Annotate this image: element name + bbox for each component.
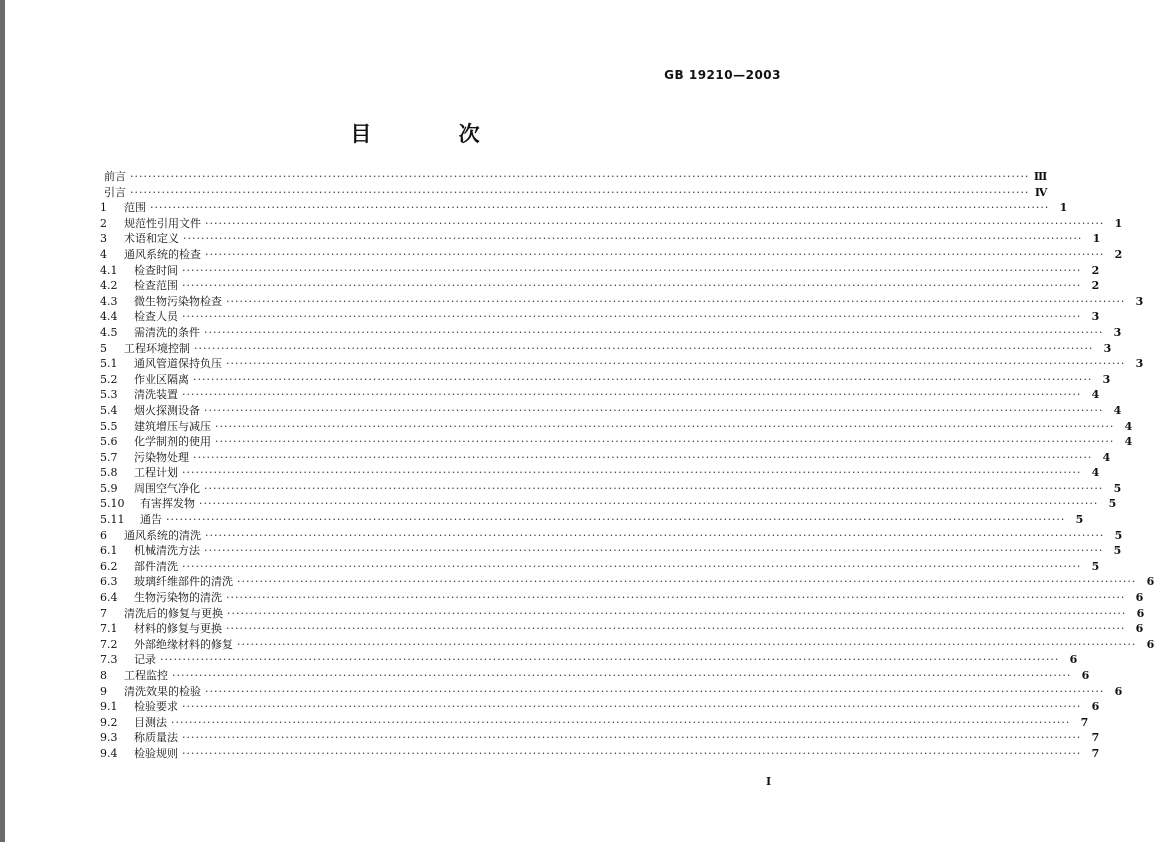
toc-entry[interactable] bbox=[100, 465, 1100, 481]
toc-entry-label: 目测法 bbox=[134, 715, 167, 729]
toc-entry-number: 6 bbox=[100, 528, 107, 542]
toc-entry-number: 8 bbox=[100, 669, 107, 682]
toc-entry-page: 4 bbox=[1091, 466, 1100, 480]
toc-entry-label: 清洗后的修复与更换 bbox=[124, 606, 223, 620]
toc-leader-dots: ········································································································································································································ bbox=[130, 170, 1030, 183]
toc-leader-dots: ········································································································································································································ bbox=[205, 528, 1105, 542]
toc-leader-dots: ········································································································································································································ bbox=[204, 325, 1104, 339]
toc-entry-number: 7.2 bbox=[100, 637, 118, 651]
toc-entry-number: 7.1 bbox=[100, 622, 118, 636]
toc-entry-number: 4.5 bbox=[100, 325, 118, 339]
toc-entry-page: 3 bbox=[1091, 310, 1100, 324]
toc-leader-dots: ········································································································································································································ bbox=[193, 450, 1093, 464]
toc-entry-number: 6.2 bbox=[100, 559, 118, 573]
toc-entry-number: 9 bbox=[100, 684, 107, 698]
page-number: I bbox=[766, 775, 772, 788]
toc-entry-page: 3 bbox=[1102, 372, 1111, 386]
toc-entry-page: 6 bbox=[1114, 684, 1123, 698]
toc-leader-dots: ········································································································································································································ bbox=[199, 497, 1099, 511]
toc-entry-number: 9.3 bbox=[100, 731, 118, 745]
toc-leader-dots: ········································································································································································································ bbox=[182, 731, 1082, 745]
toc-entry[interactable] bbox=[100, 637, 1154, 653]
toc-leader-dots: ········································································································································································································ bbox=[182, 559, 1082, 573]
toc-entry-label: 范围 bbox=[124, 201, 146, 215]
toc-entry[interactable] bbox=[100, 621, 1144, 637]
toc-entry[interactable] bbox=[100, 403, 1122, 419]
toc-entry[interactable] bbox=[100, 278, 1100, 294]
toc-entry[interactable] bbox=[100, 543, 1122, 559]
toc-entry[interactable] bbox=[100, 216, 1123, 232]
toc-entry-label: 生物污染物的清洗 bbox=[134, 591, 222, 605]
toc-leader-dots: ········································································································································································································ bbox=[183, 232, 1083, 246]
toc-entry-page: 5 bbox=[1113, 481, 1122, 495]
toc-entry-label: 检验要求 bbox=[134, 700, 178, 714]
toc-entry[interactable] bbox=[100, 387, 1100, 403]
toc-entry-number: 6.3 bbox=[100, 575, 118, 589]
toc-leader-dots: ········································································································································································································ bbox=[215, 419, 1115, 433]
toc-entry-label: 规范性引用文件 bbox=[124, 216, 201, 230]
toc-entry-label: 材料的修复与更换 bbox=[134, 622, 222, 636]
toc-entry-label: 工程监控 bbox=[124, 669, 168, 682]
toc-entry-page: 1 bbox=[1059, 201, 1068, 215]
toc-entry-number: 7 bbox=[100, 606, 107, 620]
toc-entry-page: 5 bbox=[1113, 544, 1122, 558]
toc-entry-number: 1 bbox=[100, 201, 107, 215]
toc-entry-label: 玻璃纤维部件的清洗 bbox=[134, 575, 233, 589]
toc-entry-page: 6 bbox=[1146, 637, 1154, 651]
toc-leader-dots: ········································································································································································································ bbox=[182, 310, 1082, 324]
toc-entry-page: 5 bbox=[1108, 497, 1117, 511]
toc-entry-number: 4.3 bbox=[100, 294, 118, 308]
toc-entry-page: Ⅲ bbox=[1033, 170, 1048, 183]
toc-entry-page: 6 bbox=[1091, 700, 1100, 714]
document-code: GB 19210—2003 bbox=[664, 68, 781, 82]
toc-entry-page: 5 bbox=[1114, 528, 1123, 542]
toc-entry-page: 5 bbox=[1091, 559, 1100, 573]
toc-entry-page: 7 bbox=[1091, 746, 1100, 760]
page-title: 目 次 bbox=[350, 122, 520, 146]
toc-entry-label: 烟火探测设备 bbox=[134, 403, 200, 417]
toc-entry-label: 作业区隔离 bbox=[134, 372, 189, 386]
toc-entry[interactable] bbox=[100, 169, 1048, 185]
toc-leader-dots: ········································································································································································································ bbox=[182, 279, 1082, 293]
toc-entry[interactable] bbox=[100, 356, 1144, 372]
toc-entry-number: 5.4 bbox=[100, 403, 118, 417]
toc-entry-number: 9.2 bbox=[100, 715, 118, 729]
toc-leader-dots: ········································································································································································································ bbox=[182, 263, 1082, 277]
toc-entry-label: 检查范围 bbox=[134, 279, 178, 293]
toc-entry-page: 7 bbox=[1091, 731, 1100, 745]
toc-entry[interactable] bbox=[100, 730, 1100, 746]
toc-entry-page: 4 bbox=[1113, 403, 1122, 417]
toc-entry-page: 6 bbox=[1135, 622, 1144, 636]
toc-entry-page: 2 bbox=[1114, 247, 1123, 261]
toc-entry-label: 有害挥发物 bbox=[140, 497, 195, 511]
toc-entry-label: 通风系统的清洗 bbox=[124, 528, 201, 542]
toc-entry-page: 7 bbox=[1080, 715, 1089, 729]
toc-entry-label: 机械清洗方法 bbox=[134, 544, 200, 558]
toc-leader-dots: ········································································································································································································ bbox=[205, 684, 1105, 698]
toc-entry-page: 3 bbox=[1135, 294, 1144, 308]
toc-entry-label: 记录 bbox=[134, 653, 156, 667]
toc-entry-label: 需清洗的条件 bbox=[134, 325, 200, 339]
toc-entry-number: 6.1 bbox=[100, 544, 118, 558]
toc-entry[interactable] bbox=[100, 372, 1111, 388]
toc-entry-label: 前言 bbox=[104, 170, 126, 183]
toc-leader-dots: ········································································································································································································ bbox=[182, 466, 1082, 480]
toc-entry[interactable] bbox=[100, 590, 1144, 606]
toc-leader-dots: ········································································································································································································ bbox=[193, 372, 1093, 386]
toc-entry[interactable] bbox=[100, 231, 1101, 247]
toc-entry-number: 4 bbox=[100, 247, 107, 261]
toc-entry-number: 2 bbox=[100, 216, 107, 230]
toc-leader-dots: ········································································································································································································ bbox=[204, 481, 1104, 495]
toc-entry[interactable] bbox=[100, 434, 1133, 450]
toc-entry-number: 5.8 bbox=[100, 466, 118, 480]
toc-entry[interactable] bbox=[100, 341, 1112, 357]
toc-leader-dots: ········································································································································································································ bbox=[166, 513, 1066, 527]
toc-entry[interactable] bbox=[100, 652, 1078, 668]
toc-entry[interactable] bbox=[100, 481, 1122, 497]
toc-entry[interactable] bbox=[100, 325, 1122, 341]
toc-entry-number: 5.7 bbox=[100, 450, 118, 464]
toc-entry-number: 4.1 bbox=[100, 263, 118, 277]
toc-entry[interactable] bbox=[100, 574, 1154, 590]
toc-entry[interactable] bbox=[100, 606, 1145, 622]
toc-entry-number: 5.3 bbox=[100, 388, 118, 402]
toc-leader-dots: ········································································································································································································ bbox=[194, 341, 1094, 355]
toc-entry-number: 5.9 bbox=[100, 481, 118, 495]
toc-leader-dots: ········································································································································································································ bbox=[160, 653, 1060, 667]
toc-entry[interactable] bbox=[100, 684, 1123, 700]
toc-entry[interactable] bbox=[100, 200, 1068, 216]
toc-entry-label: 清洗装置 bbox=[134, 388, 178, 402]
toc-leader-dots: ········································································································································································································ bbox=[226, 294, 1126, 308]
toc-leader-dots: ········································································································································································································ bbox=[182, 746, 1082, 760]
toc-entry-page: 1 bbox=[1114, 216, 1123, 230]
toc-entry-label: 清洗效果的检验 bbox=[124, 684, 201, 698]
toc-entry-page: 6 bbox=[1146, 575, 1154, 589]
toc-leader-dots: ········································································································································································································ bbox=[237, 637, 1137, 651]
toc-entry-number: 5.2 bbox=[100, 372, 118, 386]
toc-leader-dots: ········································································································································································································ bbox=[226, 622, 1126, 636]
toc-entry-label: 微生物污染物检查 bbox=[134, 294, 222, 308]
toc-entry-number: 5.11 bbox=[100, 513, 125, 527]
toc-entry-page: 5 bbox=[1075, 513, 1084, 527]
toc-entry-page: 1 bbox=[1092, 232, 1101, 246]
toc-leader-dots: ········································································································································································································ bbox=[227, 606, 1127, 620]
toc-entry-page: 6 bbox=[1069, 653, 1078, 667]
toc-entry-number: 4.4 bbox=[100, 310, 118, 324]
toc-entry[interactable] bbox=[100, 294, 1144, 310]
toc-leader-dots: ········································································································································································································ bbox=[171, 715, 1071, 729]
toc-entry-label: 称质量法 bbox=[134, 731, 178, 745]
toc-entry-page: 4 bbox=[1102, 450, 1111, 464]
toc-entry-label: 检查人员 bbox=[134, 310, 178, 324]
toc-entry-number: 5.5 bbox=[100, 419, 118, 433]
toc-entry-number: 5.1 bbox=[100, 357, 118, 371]
toc-entry-number: 5.10 bbox=[100, 497, 125, 511]
toc-entry-label: 建筑增压与减压 bbox=[134, 419, 211, 433]
toc-entry-label: 通告 bbox=[140, 513, 162, 527]
toc-leader-dots: ········································································································································································································ bbox=[237, 575, 1137, 589]
toc-entry[interactable] bbox=[100, 450, 1111, 466]
toc-entry-number: 5 bbox=[100, 341, 107, 355]
toc-entry[interactable] bbox=[100, 263, 1100, 279]
toc-entry-page: 3 bbox=[1113, 325, 1122, 339]
toc-entry-page: 6 bbox=[1135, 591, 1144, 605]
toc-entry[interactable] bbox=[100, 528, 1123, 544]
toc-leader-dots: ········································································································································································································ bbox=[182, 700, 1082, 714]
toc-entry[interactable] bbox=[100, 559, 1100, 575]
toc-leader-dots: ········································································································································································································ bbox=[215, 435, 1115, 449]
toc-entry-label: 化学制剂的使用 bbox=[134, 435, 211, 449]
toc-entry-label: 通风管道保持负压 bbox=[134, 357, 222, 371]
toc-leader-dots: ········································································································································································································ bbox=[226, 591, 1126, 605]
toc-entry[interactable] bbox=[100, 247, 1123, 263]
toc-entry-label: 部件清洗 bbox=[134, 559, 178, 573]
toc-entry-number: 5.6 bbox=[100, 435, 118, 449]
toc-entry-page: 4 bbox=[1124, 419, 1133, 433]
toc-leader-dots: ········································································································································································································ bbox=[150, 201, 1050, 215]
toc-entry-label: 工程计划 bbox=[134, 466, 178, 480]
toc-entry[interactable] bbox=[100, 185, 1048, 201]
toc-entry-label: 外部绝缘材料的修复 bbox=[134, 637, 233, 651]
toc-leader-dots: ········································································································································································································ bbox=[204, 544, 1104, 558]
toc-leader-dots: ········································································································································································································ bbox=[205, 247, 1105, 261]
toc-entry-label: 通风系统的检查 bbox=[124, 247, 201, 261]
toc-entry-page: 3 bbox=[1135, 357, 1144, 371]
toc-leader-dots: ········································································································································································································ bbox=[226, 357, 1126, 371]
toc-entry[interactable] bbox=[100, 746, 1100, 762]
toc-entry-label: 工程环境控制 bbox=[124, 341, 190, 355]
toc-entry[interactable] bbox=[100, 309, 1100, 325]
toc-entry-number: 9.1 bbox=[100, 700, 118, 714]
toc-entry-page: 2 bbox=[1091, 279, 1100, 293]
toc-entry-number: 4.2 bbox=[100, 279, 118, 293]
toc-entry[interactable] bbox=[100, 668, 1090, 684]
toc-entry-label: 检查时间 bbox=[134, 263, 178, 277]
toc-entry-page: 3 bbox=[1103, 341, 1112, 355]
toc-entry-number: 6.4 bbox=[100, 591, 118, 605]
toc-entry-label: 检验规则 bbox=[134, 746, 178, 760]
toc-entry[interactable] bbox=[100, 419, 1133, 435]
toc-leader-dots: ········································································································································································································ bbox=[182, 388, 1082, 402]
toc-leader-dots: ········································································································································································································ bbox=[130, 185, 1030, 199]
toc-leader-dots: ········································································································································································································ bbox=[204, 403, 1104, 417]
toc-entry-label: 污染物处理 bbox=[134, 450, 189, 464]
toc-entry[interactable] bbox=[100, 512, 1084, 528]
toc-leader-dots: ········································································································································································································ bbox=[172, 669, 1072, 682]
toc-entry-number: 9.4 bbox=[100, 746, 118, 760]
toc-entry[interactable] bbox=[100, 496, 1117, 512]
toc-entry-page: 4 bbox=[1091, 388, 1100, 402]
toc-entry-number: 7.3 bbox=[100, 653, 118, 667]
table-of-contents bbox=[100, 169, 1154, 762]
toc-entry-page: 6 bbox=[1136, 606, 1145, 620]
toc-entry-label: 术语和定义 bbox=[124, 232, 179, 246]
toc-entry-label: 引言 bbox=[104, 185, 126, 199]
toc-entry-number: 3 bbox=[100, 232, 107, 246]
toc-leader-dots: ········································································································································································································ bbox=[205, 216, 1105, 230]
toc-entry[interactable] bbox=[100, 699, 1100, 715]
toc-entry-page: 2 bbox=[1091, 263, 1100, 277]
toc-entry-page: 6 bbox=[1081, 669, 1090, 682]
toc-entry-page: Ⅳ bbox=[1034, 185, 1048, 199]
toc-entry-label: 周围空气净化 bbox=[134, 481, 200, 495]
toc-entry-page: 4 bbox=[1124, 435, 1133, 449]
toc-entry[interactable] bbox=[100, 715, 1089, 731]
